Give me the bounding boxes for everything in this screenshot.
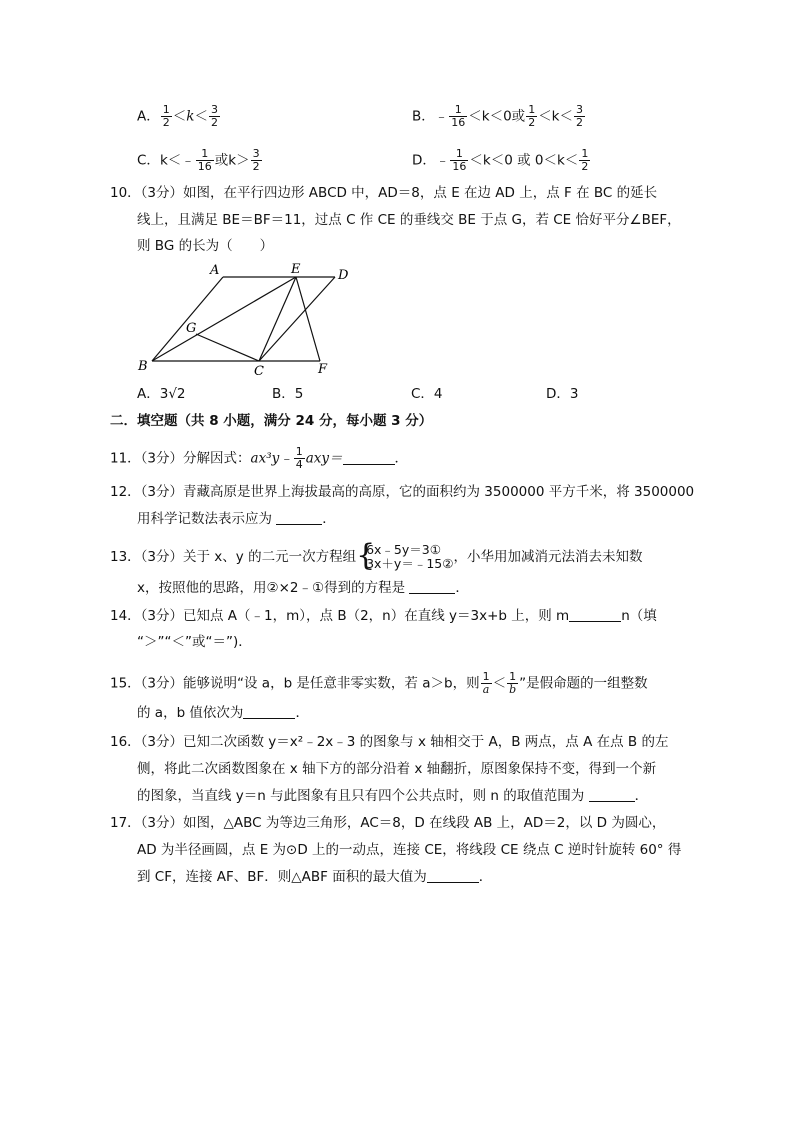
- q17-line-2: AD 为半径画圆，点 E 为⊙D 上的一动点，连接 CE，将线段 CE 绕点 C 逆时针旋转 60° 得: [137, 842, 682, 858]
- label-f: F: [318, 362, 328, 377]
- q10-line-3: 则 BG 的长为（ ）: [137, 238, 274, 254]
- q13-line-1: 13．（3分）关于 x、y 的二元一次方程组 { 6x﹣5y＝3① 3x＋y＝﹣15② ，小华用加减消元法消去未知数: [110, 538, 643, 573]
- segment-ba: [152, 277, 223, 361]
- label-g: G: [186, 321, 197, 336]
- q10-parallelogram-figure: [130, 258, 370, 382]
- segment-ec: [259, 277, 296, 361]
- q17-line-3: 到 CF，连接 AF、BF．则△ABF 面积的最大值为 ．: [137, 869, 493, 885]
- label-b: B: [138, 359, 148, 374]
- segment-be: [152, 277, 296, 361]
- q10-option-d: D．3: [546, 386, 579, 402]
- q15-line-2: 的 a，b 值依次为 ．: [137, 705, 309, 721]
- q10-option-a: A．3√2: [137, 386, 186, 402]
- segment-cd: [259, 277, 335, 361]
- q9-option-a: A． $\frac{1}{2}$ ＜k＜ $\frac{3}{2}$: [137, 103, 218, 129]
- q17-line-1: 17．（3分）如图，△ABC 为等边三角形，AC＝8，D 在线段 AB 上，AD＝2，以 D 为圆心，: [110, 815, 666, 831]
- q12-line-1: 12．（3分）青藏高原是世界上海拔最高的高原，它的面积约为 3500000 平方千米，将 3500000: [110, 484, 695, 500]
- q10-option-c: C．4: [411, 386, 443, 402]
- q10-line-2: 线上，且满足 BE＝BF＝11，过点 C 作 CE 的垂线交 BE 于点 G，若 CE 恰好平分∠BEF，: [137, 212, 681, 228]
- q16-line-2: 侧，将此二次函数图象在 x 轴下方的部分沿着 x 轴翻折，原图象保持不变，得到一个新: [137, 761, 657, 777]
- q16-line-1: 16．（3分）已知二次函数 y＝x²﹣2x﹣3 的图象与 x 轴相交于 A，B 两点，点 A 在点 B 的左: [110, 734, 669, 750]
- q13-line-2: x，按照他的思路，用②×2﹣①得到的方程是 ．: [137, 580, 469, 596]
- q9-option-b: B．﹣ $\frac{1}{16}$ ＜k＜0或 $\frac{1}{2}$ ＜k＜ $\frac{3}{2}$: [412, 103, 584, 129]
- segment-gc: [196, 334, 259, 361]
- q14-line-2: “＞”“＜”或“＝”)．: [137, 634, 252, 650]
- equation-system: { 6x﹣5y＝3① 3x＋y＝﹣15②: [356, 538, 454, 573]
- segment-ef: [296, 277, 320, 361]
- label-a: A: [210, 263, 220, 278]
- q9-option-d: D．﹣ $\frac{1}{16}$ ＜k＜0 或 0＜k＜ $\frac{1}{2}$: [412, 147, 589, 173]
- answer-blank: [343, 450, 395, 465]
- label-c: C: [254, 364, 264, 379]
- answer-blank: [276, 510, 322, 525]
- answer-blank: [569, 607, 621, 622]
- answer-blank: [243, 704, 295, 719]
- q10-option-b: B．5: [272, 386, 304, 402]
- label-d: D: [338, 268, 349, 283]
- q11: 11．（3分）分解因式：ax³y﹣ $\frac{1}{4}$ axy＝ ．: [110, 445, 409, 471]
- answer-blank: [589, 787, 635, 802]
- section-heading: 二．填空题（共 8 小题，满分 24 分，每小题 3 分）: [110, 413, 433, 429]
- q12-line-2: 用科学记数法表示应为 ．: [137, 511, 336, 527]
- label-e: E: [291, 262, 301, 277]
- q14-line-1: 14．（3分）已知点 A（﹣1，m），点 B（2，n）在直线 y＝3x+b 上，则 m n（填: [110, 608, 657, 624]
- answer-blank: [409, 579, 455, 594]
- q16-line-3: 的图象，当直线 y＝n 与此图象有且只有四个公共点时，则 n 的取值范围为 ．: [137, 788, 649, 804]
- q15-line-1: 15．（3分）能够说明“设 a，b 是任意非零实数，若 a＞b，则 $\frac{1}{a}$ ＜ $\frac{1}{b}$ ”是假命题的一组整数: [110, 670, 648, 696]
- answer-blank: [427, 868, 479, 883]
- q10-line-1: 10．（3分）如图，在平行四边形 ABCD 中，AD＝8，点 E 在边 AD 上，点 F 在 BC 的延长: [110, 185, 658, 201]
- q9-option-c: C．k＜﹣ $\frac{1}{16}$ 或k＞ $\frac{3}{2}$: [137, 147, 260, 173]
